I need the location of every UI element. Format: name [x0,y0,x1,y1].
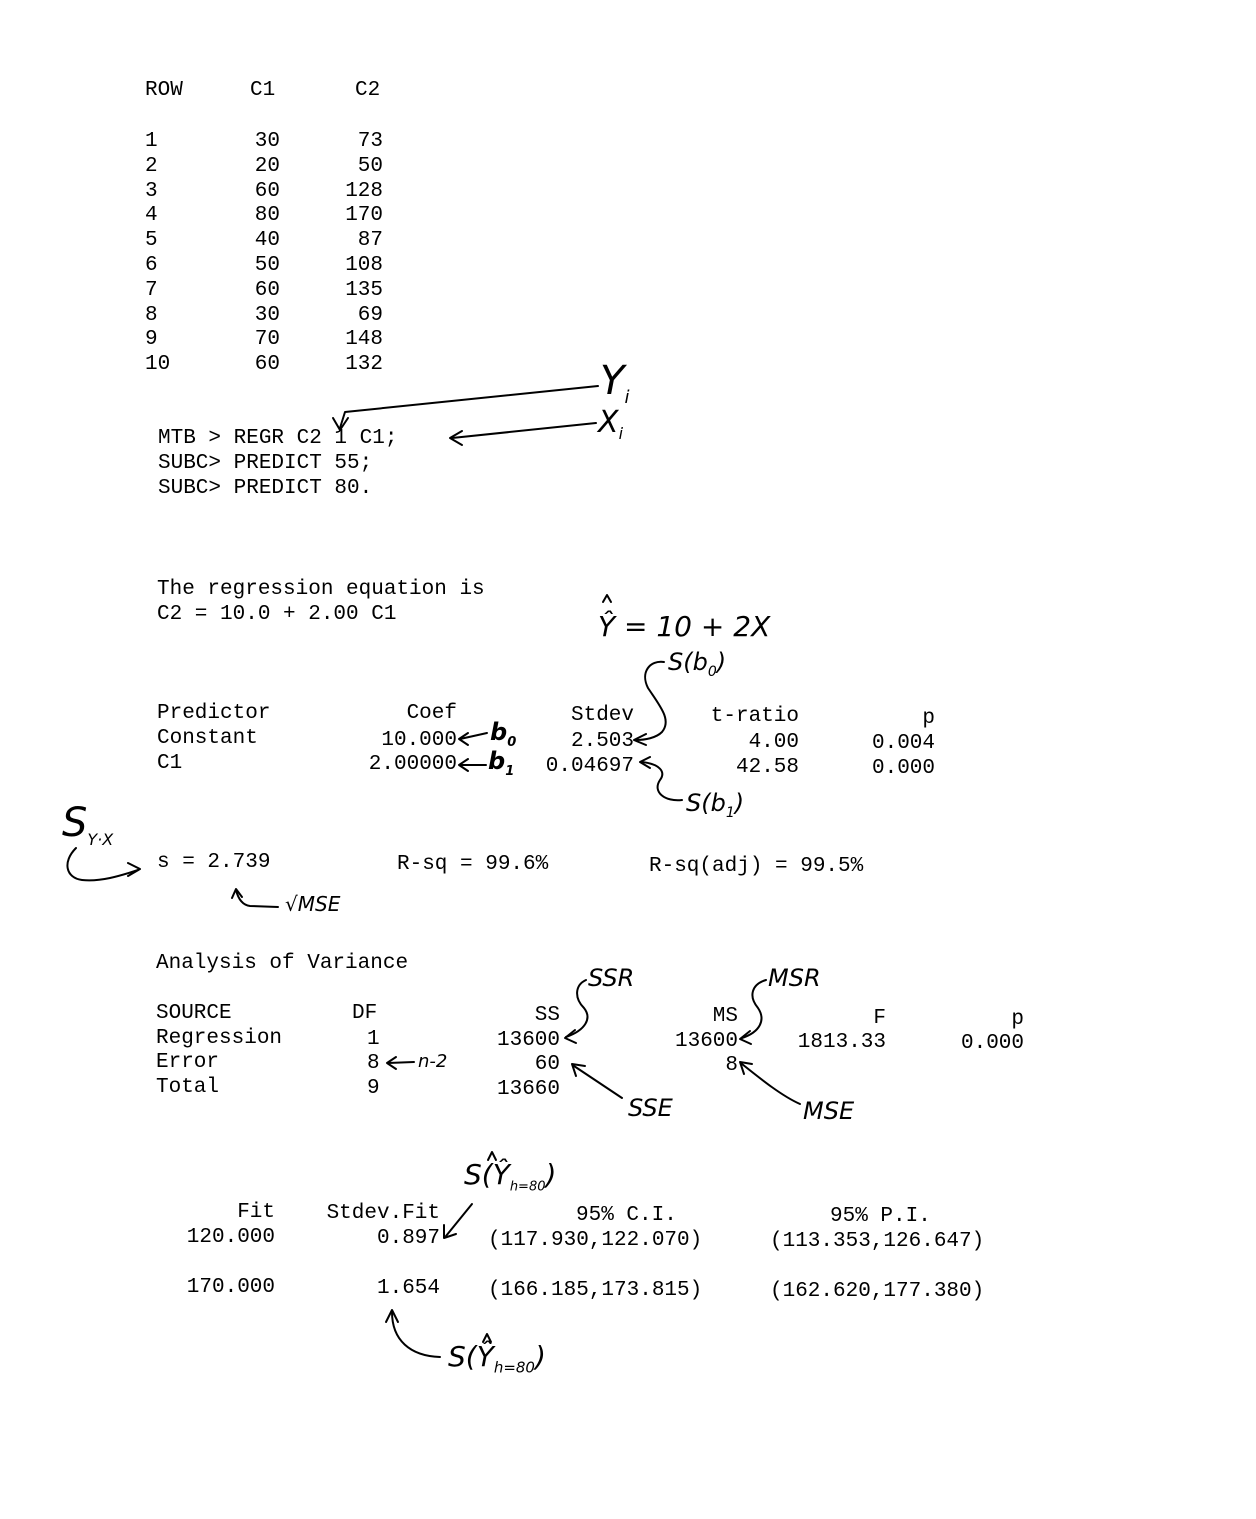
arrowhead-mse [740,1062,752,1074]
anova-row-regression-ss: 13600 [496,1029,560,1052]
table-cell-c2: 50 [357,155,383,178]
annotation-xi: $X_i$ [598,405,624,443]
annotation-s-yhat-bottom: $S(Ŷ_{h=80})$ [448,1340,546,1377]
table-cell-c2: 69 [357,304,383,327]
table-cell-c2: 108 [345,254,383,277]
anova-row-error-ss: 60 [534,1053,560,1076]
pred-row1-pi: (113.353,126.647) [770,1230,985,1253]
anova-row-error-df: 8 [367,1052,380,1075]
anova-row-total-label: Total [156,1076,220,1099]
equation-text: C2 = 10.0 + 2.00 C1 [157,603,397,626]
arrow-b0 [460,733,487,739]
arrow-s-yhat-bottom [392,1312,440,1357]
anova-row-total-df: 9 [367,1077,380,1100]
command-regr: MTB > REGR C2 1 C1; [158,427,398,450]
command-predict-80: SUBC> PREDICT 80. [158,477,373,500]
annotation-msr: MSR [768,964,821,992]
table-cell-c2: 148 [345,328,383,351]
arrow-xi-to-c1 [452,423,596,438]
coef-header-stdev: Stdev [570,704,634,727]
pred-row1-fit: 120.000 [186,1226,275,1249]
pred-header-stdevfit: Stdev.Fit [326,1202,440,1225]
coef-row-c1-tratio: 42.58 [735,756,799,779]
anova-row-regression-df: 1 [367,1028,380,1051]
coef-row-constant-tratio: 4.00 [748,731,799,754]
table-cell-row: 8 [145,304,158,327]
coef-row-c1-p: 0.000 [871,757,935,780]
table-cell-c1: 60 [254,353,280,376]
annotation-n-minus-2: n-2 [418,1051,448,1072]
arrowhead-syx [128,863,140,876]
table-cell-c2: 135 [345,279,383,302]
table-cell-c1: 30 [254,304,280,327]
arrowhead-s-yhat-bottom [386,1310,398,1322]
table-cell-row: 6 [145,254,158,277]
arrow-sse [574,1066,622,1098]
arrowhead-s-b1 [640,757,650,768]
coef-row-constant-stdev: 2.503 [570,730,634,753]
pred-header-pi: 95% P.I. [830,1205,931,1228]
stat-rsq-adj: R-sq(adj) = 99.5% [649,855,864,878]
arrowhead-b1 [459,759,468,771]
coef-row-constant-p: 0.004 [871,732,935,755]
arrow-mse [742,1064,800,1104]
coef-row-constant-label: Constant [157,727,258,750]
arrowhead-s-b0 [634,734,646,745]
table-cell-c1: 60 [254,180,280,203]
table-cell-c1: 20 [254,155,280,178]
anova-header-f: F [873,1007,886,1030]
annotation-sse: SSE [628,1094,673,1122]
header-c1: C1 [250,79,276,102]
pred-row1-stdevfit: 0.897 [376,1227,440,1250]
arrowhead-xi [450,431,462,445]
coef-row-c1-coef: 2.00000 [368,753,457,776]
table-cell-c1: 30 [254,130,280,153]
pred-row2-pi: (162.620,177.380) [770,1280,985,1303]
table-cell-row: 2 [145,155,158,178]
yhat-hat-stroke [603,595,611,602]
pred-header-ci: 95% C.I. [576,1204,677,1227]
arrowhead-s-yhat-top [444,1225,456,1238]
stat-rsq: R-sq = 99.6% [397,853,549,876]
arrowhead-b0 [459,733,468,745]
table-cell-row: 5 [145,229,158,252]
pred-row2-ci: (166.185,173.815) [488,1279,703,1302]
equation-heading: The regression equation is [157,578,485,601]
anova-row-regression-p: 0.000 [960,1032,1024,1055]
coef-row-constant-coef: 10.000 [381,729,457,752]
table-cell-row: 4 [145,204,158,227]
arrow-yi-to-c2 [340,386,598,428]
anova-row-regression-f: 1813.33 [797,1031,886,1054]
table-cell-c2: 132 [345,353,383,376]
arrow-n-minus-2 [388,1062,414,1063]
pred-header-fit: Fit [237,1201,275,1224]
annotation-s-b0: $S(b_0)$ [668,648,727,680]
coef-header-tratio: t-ratio [710,705,799,728]
annotation-s-yhat-top: $S(Ŷ_{h=80})$ [464,1158,557,1195]
arrow-s-b0 [636,662,666,740]
coef-header-p: p [922,707,935,730]
table-cell-row: 7 [145,279,158,302]
annotation-ssr: SSR [588,964,635,992]
table-cell-c1: 60 [254,279,280,302]
table-cell-c1: 80 [254,204,280,227]
table-cell-c1: 40 [254,229,280,252]
annotation-sqrt-mse: √MSE [285,892,341,916]
table-cell-row: 9 [145,328,158,351]
pred-row1-ci: (117.930,122.070) [488,1229,703,1252]
anova-header-ss: SS [534,1004,560,1027]
coef-header-coef: Coef [406,702,457,725]
arrowhead-sqrt-mse [232,889,242,898]
coef-row-c1-stdev: 0.04697 [545,755,634,778]
annotation-b0: $b_0$ [490,718,517,750]
table-cell-row: 3 [145,180,158,203]
annotation-mse: MSE [803,1097,855,1125]
anova-title: Analysis of Variance [156,952,409,975]
table-cell-c2: 73 [357,130,383,153]
table-cell-c1: 50 [254,254,280,277]
anova-row-total-ss: 13660 [496,1078,560,1101]
pred-row2-fit: 170.000 [186,1276,275,1299]
anova-header-ms: MS [712,1005,738,1028]
arrow-s-b1 [642,762,682,800]
table-cell-c2: 87 [357,229,383,252]
anova-header-p: p [1011,1008,1024,1031]
arrowhead-ssr [565,1030,576,1043]
arrow-s-yhat-top [446,1204,472,1236]
table-cell-row: 1 [145,130,158,153]
stat-s: s = 2.739 [157,851,271,874]
coef-row-c1-label: C1 [157,752,183,775]
anova-row-error-label: Error [156,1051,220,1074]
pred-row2-stdevfit: 1.654 [376,1277,440,1300]
table-cell-row: 10 [145,353,171,376]
anova-row-regression-label: Regression [156,1027,283,1050]
anova-header-source: SOURCE [156,1002,232,1025]
header-c2: C2 [355,79,381,102]
annotation-syx: $S_{Y\cdot X}$ [62,800,114,849]
arrowhead-msr [740,1031,751,1044]
command-predict-55: SUBC> PREDICT 55; [158,452,373,475]
arrow-syx [67,848,138,880]
anova-row-regression-ms: 13600 [674,1030,738,1053]
arrowhead-n-minus-2 [387,1057,396,1069]
anova-row-error-ms: 8 [725,1054,738,1077]
table-cell-c1: 70 [254,328,280,351]
arrow-msr [742,980,766,1038]
table-cell-c2: 128 [345,180,383,203]
annotation-yi: $Y_i$ [600,358,630,408]
annotation-b1: $b_1$ [488,747,515,779]
anova-header-df: DF [352,1002,378,1025]
table-cell-c2: 170 [345,204,383,227]
arrow-sqrt-mse [236,890,278,907]
annotation-yhat-equation: Ŷ = 10 + 2X [598,610,771,643]
header-row-label: ROW [145,79,183,102]
coef-header-predictor: Predictor [157,702,271,725]
arrow-ssr [566,980,587,1037]
arrowhead-sse [572,1064,585,1076]
annotation-s-b1: $S(b_1)$ [686,789,745,821]
